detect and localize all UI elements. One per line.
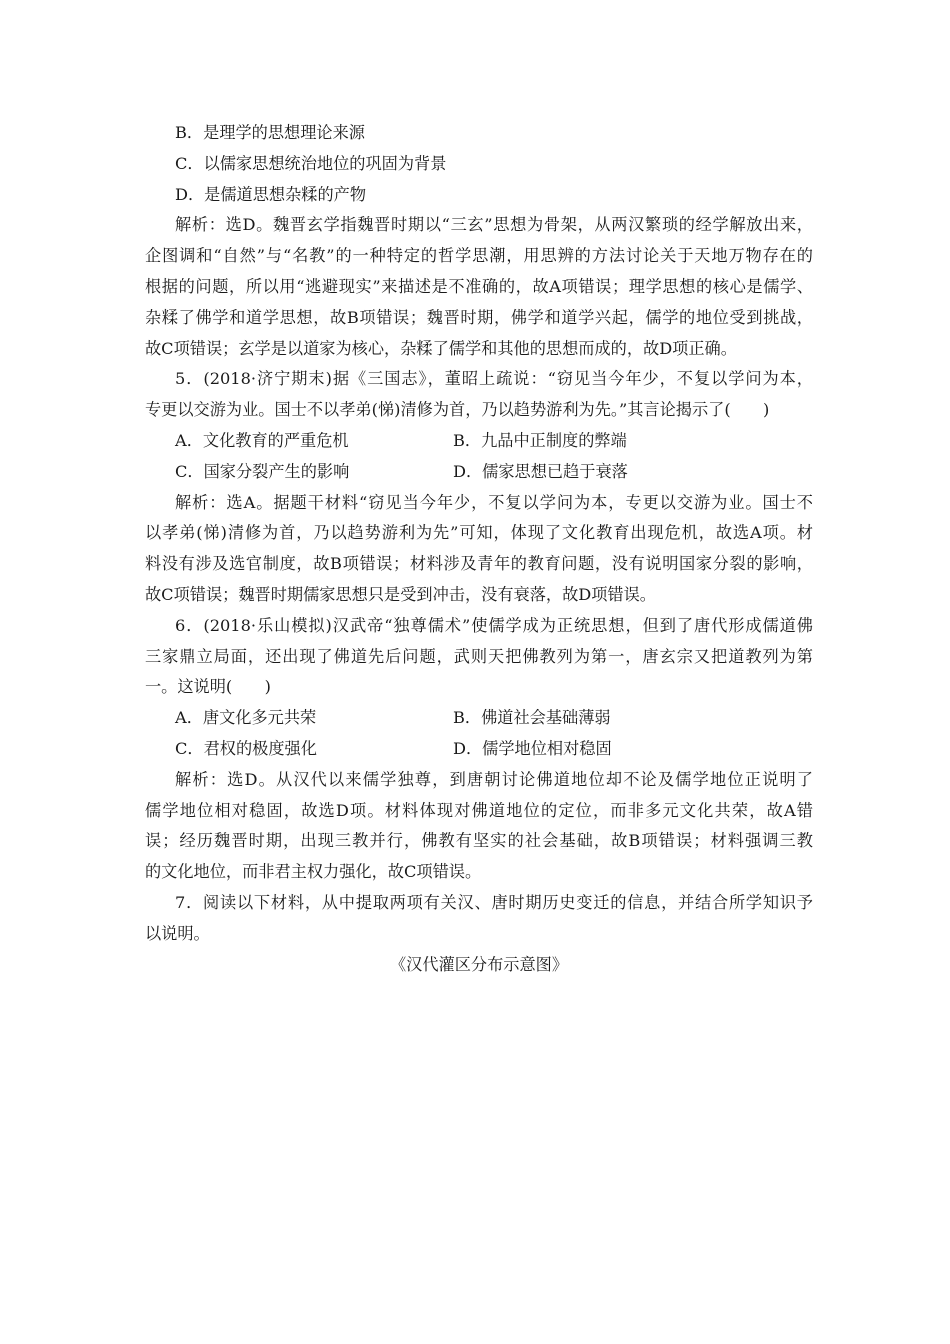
q6-analysis-line: 的文化地位，而非君主权力强化，故C项错误。 — [145, 862, 482, 882]
q7-stem-line: 7．阅读以下材料，从中提取两项有关汉、唐时期历史变迁的信息，并结合所学知识予 — [175, 892, 813, 912]
q5-analysis-line: 以孝弟(悌)清修为首，乃以趋势游利为先”可知，体现了文化教育出现危机，故选A项。材 — [145, 523, 813, 543]
q5-option-d: D．儒家思想已趋于衰落 — [453, 461, 628, 481]
q4-analysis-line: 杂糅了佛学和道学思想，故B项错误；魏晋时期，佛学和道学兴起，儒学的地位受到挑战， — [145, 307, 813, 327]
q4-analysis-line: 根据的问题，所以用“逃避现实”来描述是不准确的，故A项错误；理学思想的核心是儒学、 — [145, 276, 813, 296]
q6-stem-line: 6．(2018·乐山模拟)汉武帝“独尊儒术”使儒学成为正统思想，但到了唐代形成儒道佛 — [175, 615, 813, 635]
q6-option-b: B．佛道社会基础薄弱 — [453, 708, 611, 728]
q4-option-b: B．是理学的思想理论来源 — [175, 123, 365, 142]
q4-option-d: D．是儒道思想杂糅的产物 — [175, 184, 367, 204]
q4-analysis-line: 企图调和“自然”与“名教”的一种特定的哲学思潮，用思辨的方法讨论关于天地万物存在的 — [145, 246, 813, 266]
q4-analysis-line: 故C项错误；玄学是以道家为核心，杂糅了儒学和其他的思想而成的，故D项正确。 — [145, 338, 737, 358]
q6-analysis-line: 儒学地位相对稳固，故选D项。材料体现对佛道地位的定位，而非多元文化共荣，故A错 — [145, 800, 813, 820]
q5-analysis-line: 解析：选A。据题干材料“窃见当今年少，不复以学问为本，专更以交游为业。国士不 — [175, 492, 813, 512]
q6-stem-line: 一。这说明( ) — [145, 677, 271, 697]
q5-option-b: B．九品中正制度的弊端 — [453, 430, 627, 450]
q4-option-c: C．以儒家思想统治地位的巩固为背景 — [175, 153, 447, 173]
q5-options-row — [145, 426, 813, 457]
q7-stem-line: 以说明。 — [145, 923, 210, 943]
q6-options-row — [145, 734, 813, 765]
q5-stem-line: 专更以交游为业。国士不以孝弟(悌)清修为首，乃以趋势游利为先。”其言论揭示了( ) — [145, 400, 770, 420]
q5-option-a: A．文化教育的严重危机 — [175, 430, 349, 450]
q7-figure-title: 《汉代灌区分布示意图》 — [389, 954, 569, 974]
q6-analysis-line: 误；经历魏晋时期，出现三教并行，佛教有坚实的社会基础，故B项错误；材料强调三教 — [145, 831, 813, 851]
q5-stem-line: 5．(2018·济宁期末)据《三国志》，董昭上疏说：“窃见当今年少，不复以学问为本， — [175, 369, 813, 389]
q6-stem-line: 三家鼎立局面，还出现了佛道先后问题，武则天把佛教列为第一，唐玄宗又把道教列为第 — [145, 646, 813, 666]
document-page — [145, 118, 813, 980]
q5-options-row — [145, 457, 813, 488]
q5-analysis-line: 料没有涉及选官制度，故B项错误；材料涉及青年的教育问题，没有说明国家分裂的影响， — [145, 554, 813, 574]
q6-analysis-line: 解析：选D。从汉代以来儒学独尊，到唐朝讨论佛道地位却不论及儒学地位正说明了 — [175, 769, 813, 789]
q4-analysis-line: 解析：选D。魏晋玄学指魏晋时期以“三玄”思想为骨架，从两汉繁琐的经学解放出来， — [175, 215, 813, 235]
q5-option-c: C．国家分裂产生的影响 — [175, 461, 350, 481]
q6-option-c: C．君权的极度强化 — [175, 738, 317, 758]
q6-option-a: A．唐文化多元共荣 — [175, 708, 317, 728]
q5-analysis-line: 故C项错误；魏晋时期儒家思想只是受到冲击，没有衰落，故D项错误。 — [145, 584, 656, 604]
q6-options-row — [145, 703, 813, 734]
q6-option-d: D．儒学地位相对稳固 — [453, 738, 612, 758]
